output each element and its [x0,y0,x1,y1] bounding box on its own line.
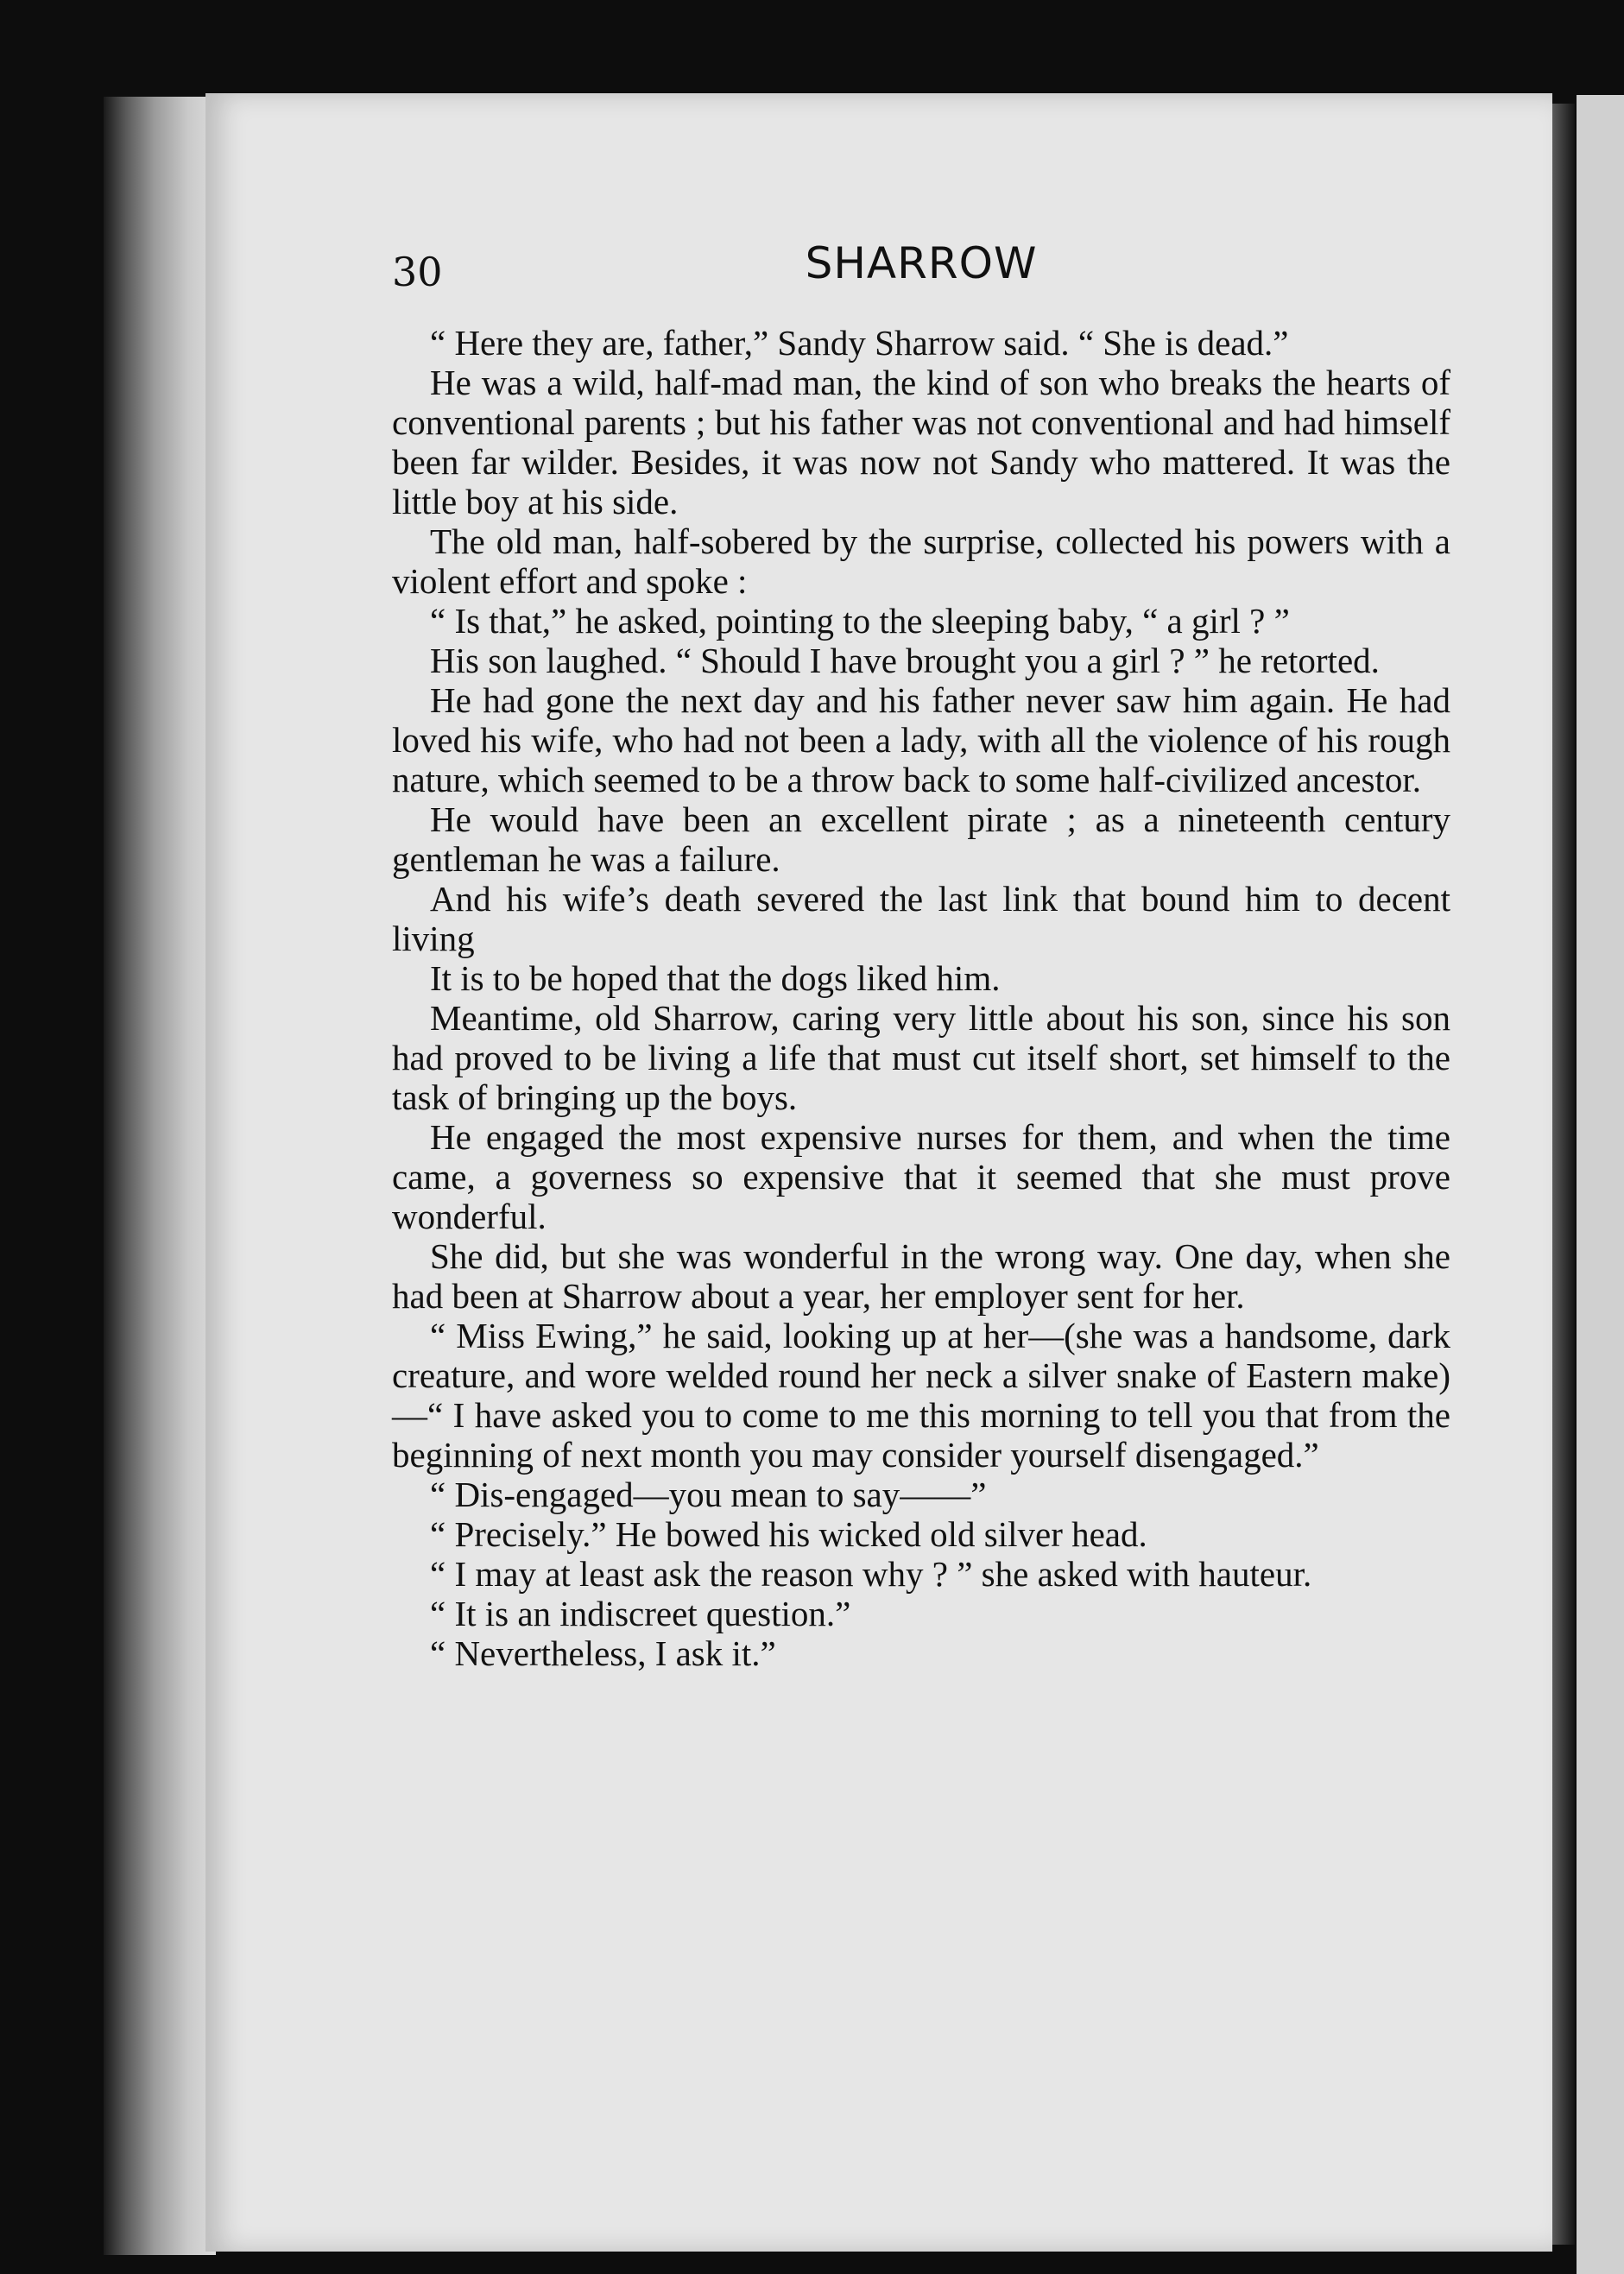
page-gutter-shadow [1552,104,1575,2245]
paragraph: And his wife’s death severed the last link that bound him to decent living [392,879,1450,958]
paragraph: He engaged the most expensive nurses for them, and when the time came, a governess so expensive that it seemed that she must prove wonderful. [392,1117,1450,1236]
body-text [392,323,1450,1673]
paragraph: She did, but she was wonderful in the wrong way. One day, when she had been at Sharrow about a year, her employer sent for her. [392,1236,1450,1316]
paragraph: “ Nevertheless, I ask it.” [430,1633,776,1673]
paragraph: “ Dis-engaged—you mean to say——” [430,1475,987,1514]
adjacent-page-edge [1577,95,1624,2274]
paragraph: “ Is that,” he asked, pointing to the sleeping baby, “ a girl ? ” [430,601,1290,641]
paragraph: The old man, half-sobered by the surprise, collected his powers with a violent effort and spoke : [392,521,1450,601]
running-head: SHARROW [805,238,1038,288]
paragraph: He had gone the next day and his father never saw him again. He had loved his wife, who had not been a lady, with all the violence of his rough nature, which seemed to be a throw back to some half-civilized ancestor. [392,680,1450,799]
paragraph: Meantime, old Sharrow, caring very little about his son, since his son had proved to be living a life that must cut itself short, set himself to the task of bringing up the boys. [392,998,1450,1117]
paragraph: His son laughed. “ Should I have brought you a girl ? ” he retorted. [430,641,1380,680]
paragraph: He would have been an excellent pirate ; as a nineteenth century gentleman he was a failure. [392,799,1450,879]
paragraph: “ Here they are, father,” Sandy Sharrow said. “ She is dead.” [430,323,1289,363]
paragraph: “ It is an indiscreet question.” [430,1594,851,1633]
paragraph: It is to be hoped that the dogs liked him. [430,958,1001,998]
book-spine [104,97,216,2255]
paragraph: “ Miss Ewing,” he said, looking up at her—(she was a handsome, dark creature, and wore welded round her neck a silver snake of Eastern make)—“ I have asked you to come to me this morning to tell you that from the beginning of next month you may consider yourself disengaged.” [392,1316,1450,1475]
paragraph: “ I may at least ask the reason why ? ” she asked with hauteur. [430,1554,1312,1594]
paragraph: He was a wild, half-mad man, the kind of son who breaks the hearts of conventional parents ; but his father was not conventional and had himself been far wilder. Besides, it was now not Sandy who mattered. It was the little boy at his side. [392,363,1450,521]
page-number: 30 [392,249,443,295]
page-header [392,235,1450,304]
paragraph: “ Precisely.” He bowed his wicked old silver head. [430,1514,1147,1554]
